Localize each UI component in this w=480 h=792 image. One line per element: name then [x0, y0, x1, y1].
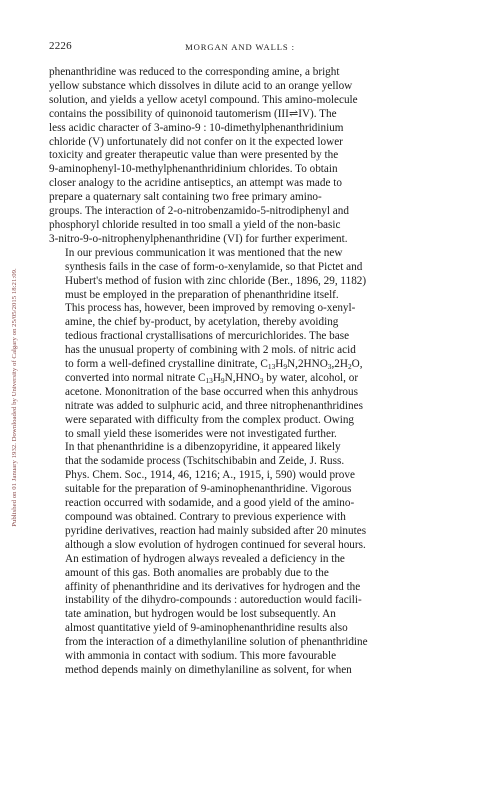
- paragraph-3: [49, 441, 436, 677]
- text-line: solution, and yields a yellow acetyl compound. This amino-molecule: [49, 93, 358, 106]
- text-line: synthesis fails in the case of form-o-xenylamide, so that Pictet and: [65, 260, 363, 273]
- text-line: to form a well-defined crystalline dinitrate, $C_{13}H_9N,2HNO_3,2H_2O$,: [65, 358, 363, 372]
- text-line: 9-aminophenyl-10-methylphenanthridinium chlorides. To obtain: [49, 163, 338, 176]
- text-line: compound was obtained. Contrary to previous experience with: [65, 511, 346, 523]
- text-line: to small yield these isomerides were not investigated further.: [65, 427, 337, 440]
- text-line: although a slow evolution of hydrogen continued for several hours.: [65, 538, 366, 551]
- page-number: 2226: [49, 40, 72, 52]
- text-line: instability of the dihydro-compounds : autoreduction would facili-: [65, 594, 362, 607]
- download-stamp-text: Published on 01 January 1932. Downloaded by University of Calgary on 25/05/2015 18:21:09.: [11, 268, 18, 527]
- text-line: acetone. Mononitration of the base occurred when this anhydrous: [65, 385, 358, 398]
- text-line: closer analogy to the acridine antiseptics, an attempt was made to: [49, 177, 342, 190]
- text-line: In our previous communication it was mentioned that the new: [65, 246, 343, 259]
- text-line: from the interaction of a dimethylaniline solution of phenanthridine: [65, 636, 368, 649]
- text-line: affinity of phenanthridine and its derivatives for hydrogen and the: [65, 580, 361, 593]
- text-line: with ammonia in contact with sodium. This more favourable: [65, 650, 337, 663]
- text-line: phenanthridine was reduced to the corresponding amine, a bright: [49, 66, 340, 78]
- text-line: amine, the chief by-product, by acetylation, thereby avoiding: [65, 316, 339, 329]
- text-line: tate amination, but hydrogen would be lost subsequently. An: [65, 608, 336, 621]
- text-line: nitrate was added to sulphuric acid, and three nitrophenanthridines: [65, 399, 363, 412]
- text-line: chloride (V) unfortunately did not confer on it the expected lower: [49, 135, 343, 148]
- text-line: phosphoryl chloride resulted in too small a yield of the non-basic: [49, 218, 341, 231]
- text-line: must be employed in the preparation of phenanthridine itself.: [65, 288, 339, 301]
- text-line: tedious fractional crystallisations of mercurichlorides. The base: [65, 330, 350, 343]
- text-line: Hubert's method of fusion with zinc chloride (Ber., 1896, 29, 1182): [65, 274, 367, 287]
- text-line: reaction occurred with sodamide, and a good yield of the amino-: [65, 497, 355, 510]
- text-line: yellow substance which dissolves in dilute acid to an orange yellow: [49, 79, 353, 92]
- text-line: amount of this gas. Both anomalies are probably due to the: [65, 566, 329, 579]
- text-line: has the unusual property of combining with 2 mols. of nitric acid: [65, 344, 356, 357]
- text-line: pyridine derivatives, reaction had mainly subsided after 20 minutes: [65, 524, 367, 537]
- paragraph-2: [49, 247, 436, 442]
- text-line: This process has, however, been improved by removing o-xenyl-: [65, 302, 356, 315]
- text-line: In that phenanthridine is a dibenzopyridine, it appeared likely: [65, 441, 341, 454]
- text-line: were separated with difficulty from the complex product. Owing: [65, 413, 355, 426]
- text-line: 3-nitro-9-o-nitrophenylphenanthridine (VI) for further experiment.: [49, 232, 348, 245]
- text-line: An estimation of hydrogen always revealed a deficiency in the: [65, 552, 345, 565]
- text-line: contains the possibility of quinonoid tautomerism (III⇌IV). The: [49, 107, 337, 120]
- text-line: less acidic character of 3-amino-9 : 10-dimethylphenanthridinium: [49, 121, 344, 134]
- text-line: that the sodamide process (Tschitschibabin and Zeide, J. Russ.: [65, 455, 345, 468]
- text-line: almost quantitative yield of 9-aminophenanthridine results also: [65, 622, 348, 635]
- body-text: [49, 66, 436, 678]
- text-line: Phys. Chem. Soc., 1914, 46, 1216; A., 1915, i, 590) would prove: [65, 469, 355, 482]
- running-head: MORGAN AND WALLS :: [185, 42, 295, 52]
- paragraph-1: [49, 66, 436, 247]
- text-line: prepare a quaternary salt containing two free primary amino-: [49, 191, 322, 204]
- text-line: groups. The interaction of 2-o-nitrobenzamido-5-nitrodiphenyl and: [49, 205, 349, 218]
- text-line: toxicity and greater therapeutic value than were presented by the: [49, 149, 339, 162]
- download-stamp: [10, 95, 19, 700]
- text-line: method depends mainly on dimethylaniline as solvent, for when: [65, 663, 352, 676]
- text-line: converted into normal nitrate $C_{13}H_9N,HNO_3$ by water, alcohol, or: [65, 371, 359, 385]
- text-line: suitable for the preparation of 9-aminophenanthridine. Vigorous: [65, 483, 352, 496]
